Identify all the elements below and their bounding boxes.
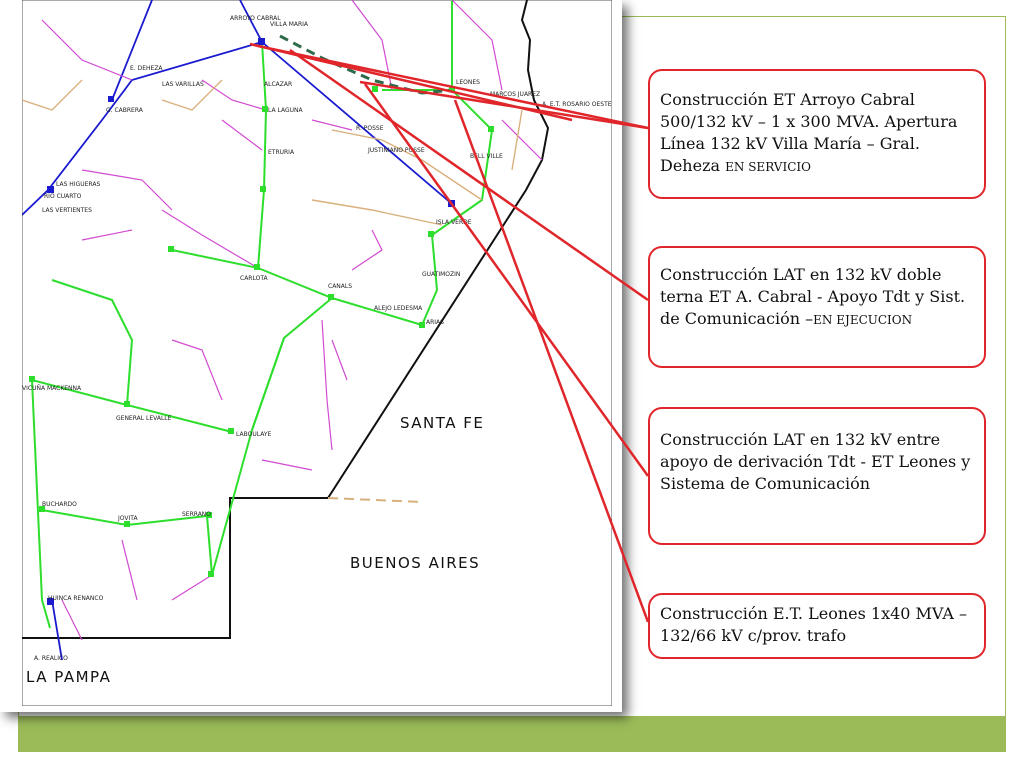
callout-lat-doble-terna <box>648 246 986 368</box>
station-label: ARROYO CABRAL <box>230 15 281 22</box>
station-label: JUSTINIANO POSSE <box>368 147 425 154</box>
station-label: ALEJO LEDESMA <box>374 305 423 312</box>
region-label-buenos-aires: BUENOS AIRES <box>350 554 481 572</box>
station-label: BELL VILLE <box>470 153 503 160</box>
slide-bottom-band <box>18 716 1006 752</box>
station-label: LABOULAYE <box>236 431 272 438</box>
station-label: A. E.T. ROSARIO OESTE <box>542 101 612 108</box>
station-label: CANALS <box>328 283 353 290</box>
region-label-santa-fe: SANTA FE <box>400 414 485 432</box>
station-label: R. POSSE <box>356 125 384 132</box>
region-label-la-pampa: LA PAMPA <box>26 668 112 686</box>
station-label: VILLA MARIA <box>270 21 309 28</box>
callout-status: EN SERVICIO <box>725 160 811 174</box>
callout-et-leones <box>648 593 986 659</box>
station-label: LA LAGUNA <box>268 107 303 114</box>
callout-text: Construcción ET Arroyo Cabral 500/132 kV – 1 x 300 MVA. Apertura Línea 132 kV Villa María – Gral. Deheza <box>660 90 958 175</box>
station-label: ETRURIA <box>268 149 295 156</box>
station-label: JOVITA <box>118 515 138 522</box>
station-label: BUCHARDO <box>42 501 77 508</box>
station-label: MARCOS JUAREZ <box>490 91 541 98</box>
station-label: GENERAL LEVALLE <box>116 415 172 422</box>
callout-lat-tdt-leones <box>648 407 986 545</box>
callout-text: Construcción LAT en 132 kV doble terna ET A. Cabral - Apoyo Tdt y Sist. de Comunicación – <box>660 265 966 328</box>
station-label: E. DEHEZA <box>130 65 163 72</box>
station-label: RIO CUARTO <box>44 193 82 200</box>
station-label: GUATIMOZIN <box>422 271 461 278</box>
station-label: ISLA VERDE <box>436 219 472 226</box>
electrical-network-map <box>22 0 612 706</box>
station-label: LAS VARILLAS <box>162 81 204 88</box>
station-label: ARIAS <box>426 319 444 326</box>
callout-et-arroyo-cabral <box>648 69 986 199</box>
station-label: LEONES <box>456 79 480 86</box>
callout-text: Construcción E.T. Leones 1x40 MVA – 132/66 kV c/prov. trafo <box>660 604 968 645</box>
station-label: A. REALICO <box>34 655 68 662</box>
station-label: SERRANO <box>182 511 212 518</box>
callout-text: Construcción LAT en 132 kV entre apoyo de derivación Tdt - ET Leones y Sistema de Comunicación <box>660 430 971 493</box>
station-label: G. CABRERA <box>106 107 143 114</box>
station-label: LAS HIGUERAS <box>56 181 101 188</box>
station-label: ALCAZAR <box>264 81 293 88</box>
station-label: VICUÑA MACKENNA <box>22 385 82 392</box>
station-label: LAS VERTIENTES <box>42 207 92 214</box>
station-label: HUINCA RENANCO <box>48 595 104 602</box>
callout-status: EN EJECUCION <box>813 313 913 327</box>
station-label: CARLOTA <box>240 275 268 282</box>
